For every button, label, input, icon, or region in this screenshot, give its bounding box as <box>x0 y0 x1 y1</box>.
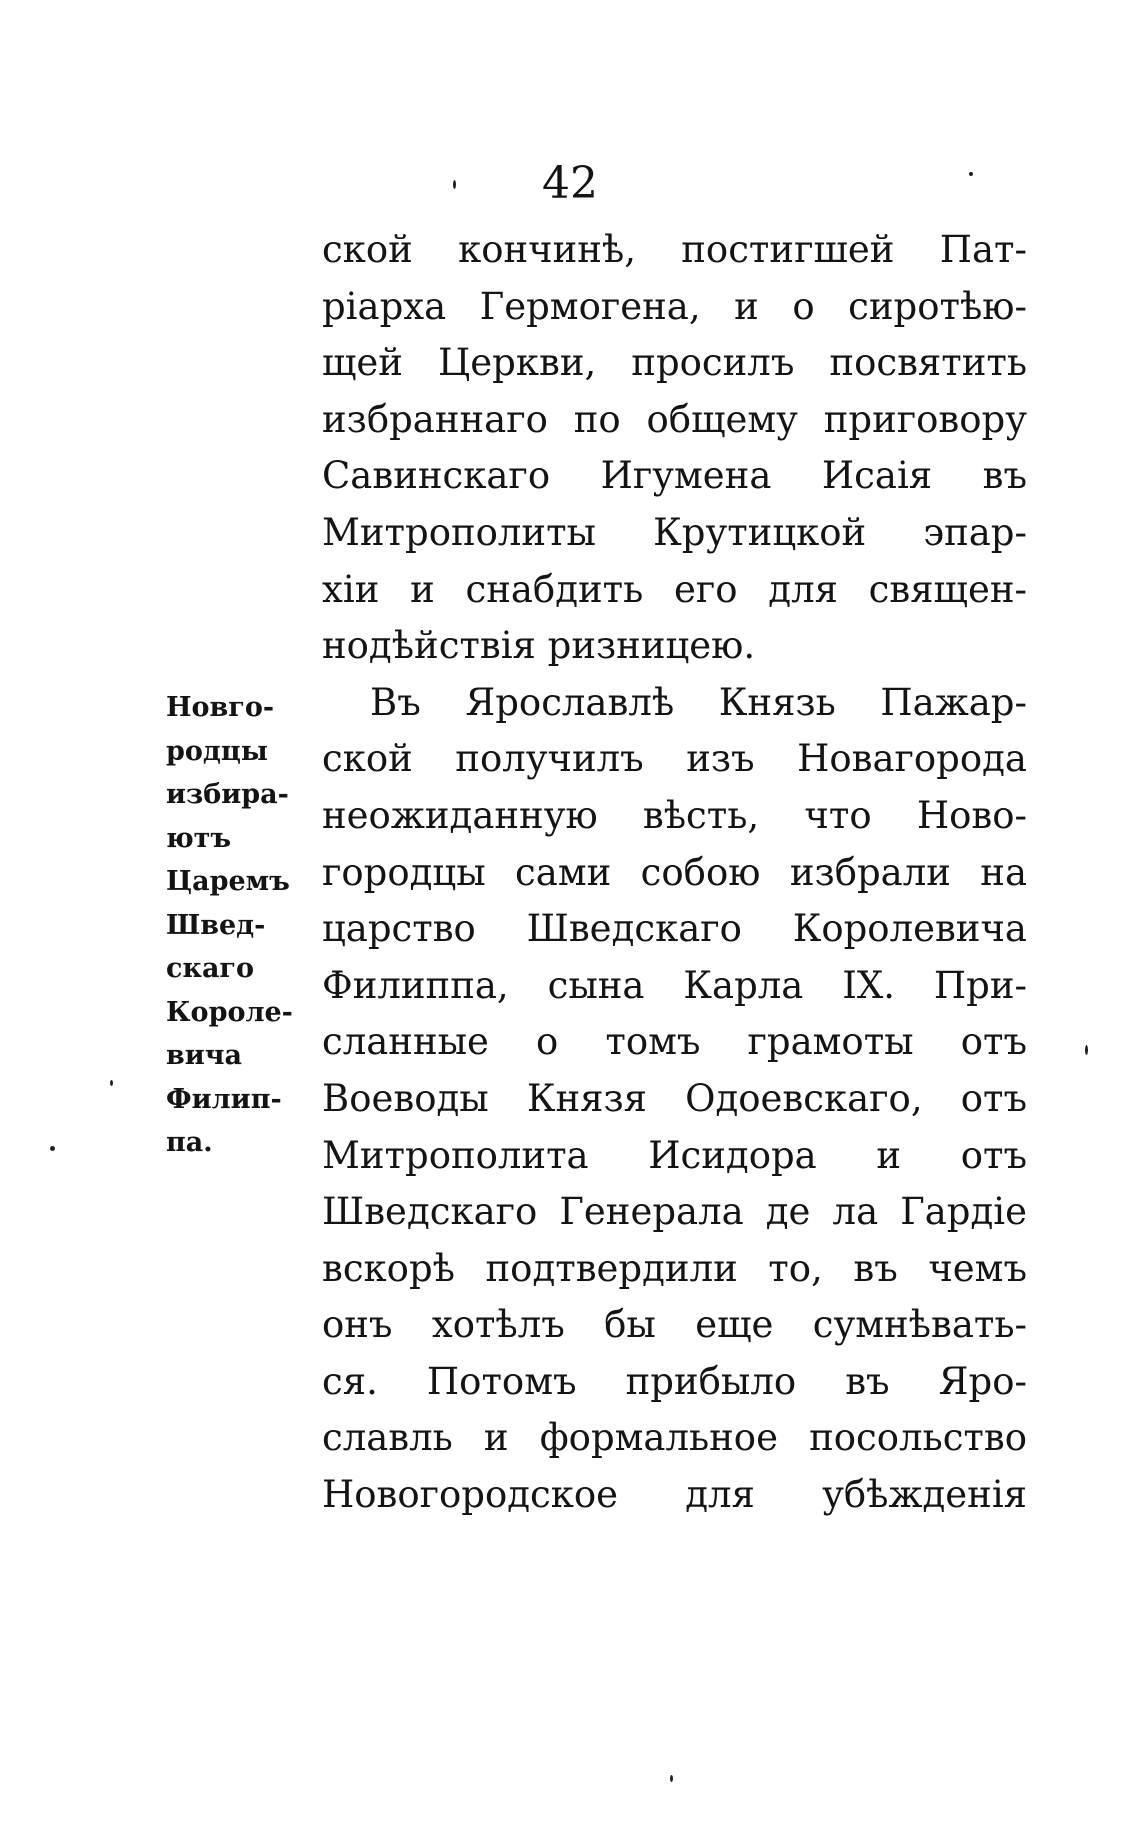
text-line: Шведскаго Генерала де ла Гардіе <box>322 1190 1027 1234</box>
margin-note-line: ютъ <box>166 822 232 854</box>
text-line: городцы сами собою избрали на <box>322 850 1027 894</box>
text-line: щей Церкви, просилъ посвятить <box>322 341 1027 385</box>
text-line: хіи и снабдить его для священ- <box>322 567 1027 611</box>
text-line: славль и формальное посольство <box>322 1416 1027 1460</box>
scan-speck <box>670 1775 673 1782</box>
text-line: онъ хотѣлъ бы еще сумнѣвать- <box>322 1303 1027 1347</box>
text-line: Савинскаго Игумена Исаія въ <box>322 454 1027 498</box>
margin-note-line: Филип- <box>166 1083 282 1115</box>
margin-note-line: Новго- <box>166 692 275 723</box>
text-line: Новогородское для убѣжденія <box>322 1473 1027 1517</box>
margin-note-line: па. <box>166 1127 213 1158</box>
page-number: 42 <box>542 158 598 209</box>
text-line: Филиппа, сына Карла IX. При- <box>322 963 1027 1007</box>
paragraph-start-line: Въ Ярославлѣ Князь Пажар- <box>370 680 1027 724</box>
margin-note-line: скаго <box>166 953 254 984</box>
margin-note-line: вича <box>166 1040 243 1071</box>
main-text <box>322 222 1027 1524</box>
text-line: Митрополита Исидора и отъ <box>322 1133 1027 1177</box>
margin-note-line: Швед- <box>166 909 266 941</box>
margin-note-line: избира- <box>166 779 289 810</box>
margin-note-line: родцы <box>166 735 268 767</box>
margin-note-line: Царемъ <box>166 866 290 897</box>
scan-speck <box>969 172 973 176</box>
text-line: ской кончинѣ, постигшей Пат- <box>322 228 1027 271</box>
text-line: ріарха Гермогена, и о сиротѣю- <box>322 284 1027 328</box>
margin-note <box>166 686 314 1165</box>
text-line: неожиданную вѣсть, что Ново- <box>322 793 1027 837</box>
text-line: избраннаго по общему приговору <box>322 397 1027 441</box>
margin-note-line: Короле- <box>166 996 293 1028</box>
scan-speck <box>453 180 456 189</box>
scan-speck <box>110 1080 113 1086</box>
text-line: вскорѣ подтвердили то, въ чемъ <box>322 1246 1027 1290</box>
text-line: царство Шведскаго Королевича <box>322 907 1027 951</box>
scan-speck <box>1085 1045 1088 1055</box>
text-line: нодѣйствія ризницею. <box>322 624 756 668</box>
text-line: ся. Потомъ прибыло въ Яро- <box>322 1359 1027 1403</box>
scan-speck <box>50 1146 55 1151</box>
text-line: Воеводы Князя Одоевскаго, отъ <box>322 1076 1027 1120</box>
text-line: сланные о томъ грамоты отъ <box>322 1020 1027 1064</box>
text-line: ской получилъ изъ Новагорода <box>322 737 1027 781</box>
text-line: Митрополиты Крутицкой эпар- <box>322 510 1027 554</box>
